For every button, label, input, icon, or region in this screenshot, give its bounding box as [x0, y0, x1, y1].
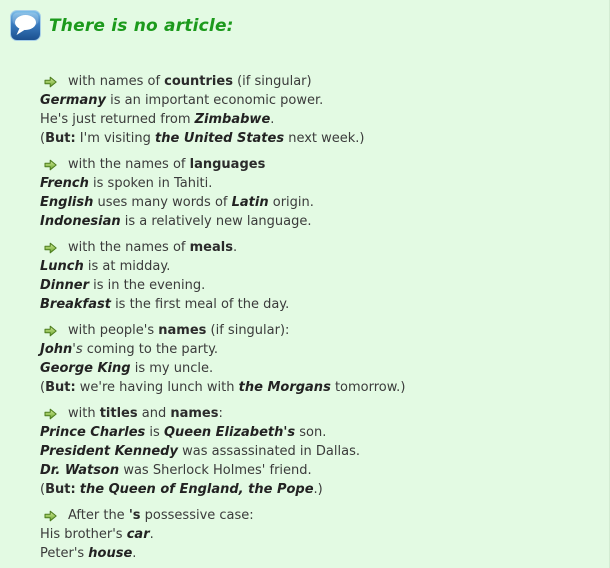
text-run: Indonesian — [40, 214, 121, 229]
text-run: is my uncle. — [130, 361, 214, 376]
text-run: : — [218, 406, 223, 421]
text-run: I'm visiting — [75, 131, 156, 146]
text-run: ( — [40, 131, 46, 146]
example-line — [40, 378, 609, 397]
text-run: . — [132, 546, 137, 561]
text-run: Zimbabwe — [194, 112, 271, 127]
text-run: Prince Charles — [40, 425, 146, 440]
example-line — [40, 461, 609, 480]
text-run: uses many words of — [93, 195, 232, 210]
green-arrow-icon — [44, 510, 57, 522]
text-run: Dr. Watson — [40, 463, 120, 478]
text-run: with the names of — [68, 240, 190, 255]
text-run: with names of — [68, 74, 165, 89]
section-lines — [40, 174, 609, 231]
example-line — [40, 340, 609, 359]
text-run: is — [145, 425, 164, 440]
page-title: There is no article: — [49, 15, 234, 36]
text-run: Latin — [231, 195, 269, 210]
section-heading — [40, 506, 609, 525]
example-line — [40, 212, 609, 231]
text-run: with people's — [68, 323, 159, 338]
green-arrow-icon — [44, 408, 57, 420]
text-run: Dinner — [40, 278, 89, 293]
green-arrow-icon — [44, 159, 57, 171]
text-run: George King — [40, 361, 131, 376]
text-run: Breakfast — [40, 297, 111, 312]
section-lines — [40, 340, 609, 397]
sections — [10, 72, 609, 563]
text-run: His brother's — [40, 527, 127, 542]
rule-section — [40, 321, 609, 397]
section-heading-text — [68, 238, 237, 257]
section-heading-text — [68, 404, 223, 423]
text-run: son. — [295, 425, 327, 440]
text-run: . — [149, 527, 154, 542]
text-run: Germany — [40, 93, 106, 108]
example-line — [40, 525, 609, 544]
rule-section — [40, 72, 609, 148]
text-run: After the — [68, 508, 129, 523]
section-lines — [40, 257, 609, 314]
text-run: ( — [40, 482, 46, 497]
text-run: .) — [313, 482, 323, 497]
text-run: English — [40, 195, 94, 210]
text-run: 's — [128, 508, 141, 523]
rule-section — [40, 238, 609, 314]
text-run: house — [88, 546, 133, 561]
text-run: But: — [45, 380, 76, 395]
example-line — [40, 423, 609, 442]
example-line — [40, 276, 609, 295]
section-lines — [40, 91, 609, 148]
text-run: coming to the party. — [82, 342, 219, 357]
section-lines — [40, 525, 609, 563]
green-arrow-icon — [44, 76, 57, 88]
text-run: was assassinated in Dallas. — [177, 444, 360, 459]
text-run: countries — [164, 74, 233, 89]
example-line — [40, 359, 609, 378]
section-heading-text — [68, 72, 312, 91]
rule-section — [40, 506, 609, 563]
example-line — [40, 110, 609, 129]
text-run: is at midday. — [83, 259, 171, 274]
text-run: . — [270, 112, 275, 127]
section-heading — [40, 155, 609, 174]
example-line — [40, 480, 609, 499]
text-run: is in the evening. — [89, 278, 206, 293]
section-heading — [40, 72, 609, 91]
example-line — [40, 91, 609, 110]
text-run: is a relatively new language. — [120, 214, 312, 229]
text-run: is the first meal of the day. — [110, 297, 290, 312]
text-run: the Queen of England, the Pope — [79, 482, 314, 497]
text-run: with the names of — [68, 157, 190, 172]
text-run: we're having lunch with — [75, 380, 239, 395]
rule-section — [40, 404, 609, 499]
text-run: next week.) — [284, 131, 365, 146]
example-line — [40, 193, 609, 212]
section-heading — [40, 238, 609, 257]
text-run: car — [126, 527, 150, 542]
section-heading-text — [68, 506, 254, 525]
example-line — [40, 174, 609, 193]
text-run: and — [137, 406, 171, 421]
rule-section — [40, 155, 609, 231]
section-heading-text — [68, 155, 265, 174]
example-line — [40, 129, 609, 148]
green-arrow-icon — [44, 242, 57, 254]
text-run: titles — [99, 406, 138, 421]
section-heading-text — [68, 321, 289, 340]
text-run: is an important economic power. — [105, 93, 324, 108]
text-run: President Kennedy — [40, 444, 178, 459]
text-run: names — [170, 406, 219, 421]
text-run: But: — [45, 482, 76, 497]
text-run: (if singular): — [206, 323, 290, 338]
page-header — [10, 10, 609, 41]
text-run: names — [158, 323, 207, 338]
text-run: languages — [189, 157, 266, 172]
example-line — [40, 295, 609, 314]
text-run: ( — [40, 380, 46, 395]
example-line — [40, 257, 609, 276]
text-run: But: — [45, 131, 76, 146]
text-run: (if singular) — [232, 74, 312, 89]
text-run: meals — [189, 240, 233, 255]
text-run: the United States — [155, 131, 285, 146]
example-line — [40, 442, 609, 461]
text-run: John — [40, 342, 73, 357]
speech-bubble-icon — [10, 10, 41, 41]
text-run: the Morgans — [238, 380, 331, 395]
section-lines — [40, 423, 609, 499]
text-run: with — [68, 406, 100, 421]
text-run: tomorrow.) — [330, 380, 406, 395]
text-run: was Sherlock Holmes' friend. — [119, 463, 312, 478]
green-arrow-icon — [44, 325, 57, 337]
text-run: French — [40, 176, 89, 191]
text-run: is spoken in Tahiti. — [88, 176, 213, 191]
text-run: 's — [72, 342, 83, 357]
text-run: possessive case: — [140, 508, 254, 523]
text-run: Lunch — [40, 259, 84, 274]
section-heading — [40, 321, 609, 340]
text-run: . — [232, 240, 238, 255]
section-heading — [40, 404, 609, 423]
text-run: Peter's — [40, 546, 89, 561]
text-run: Queen Elizabeth's — [163, 425, 296, 440]
text-run: origin. — [268, 195, 314, 210]
text-run: He's just returned from — [40, 112, 195, 127]
example-line — [40, 544, 609, 563]
